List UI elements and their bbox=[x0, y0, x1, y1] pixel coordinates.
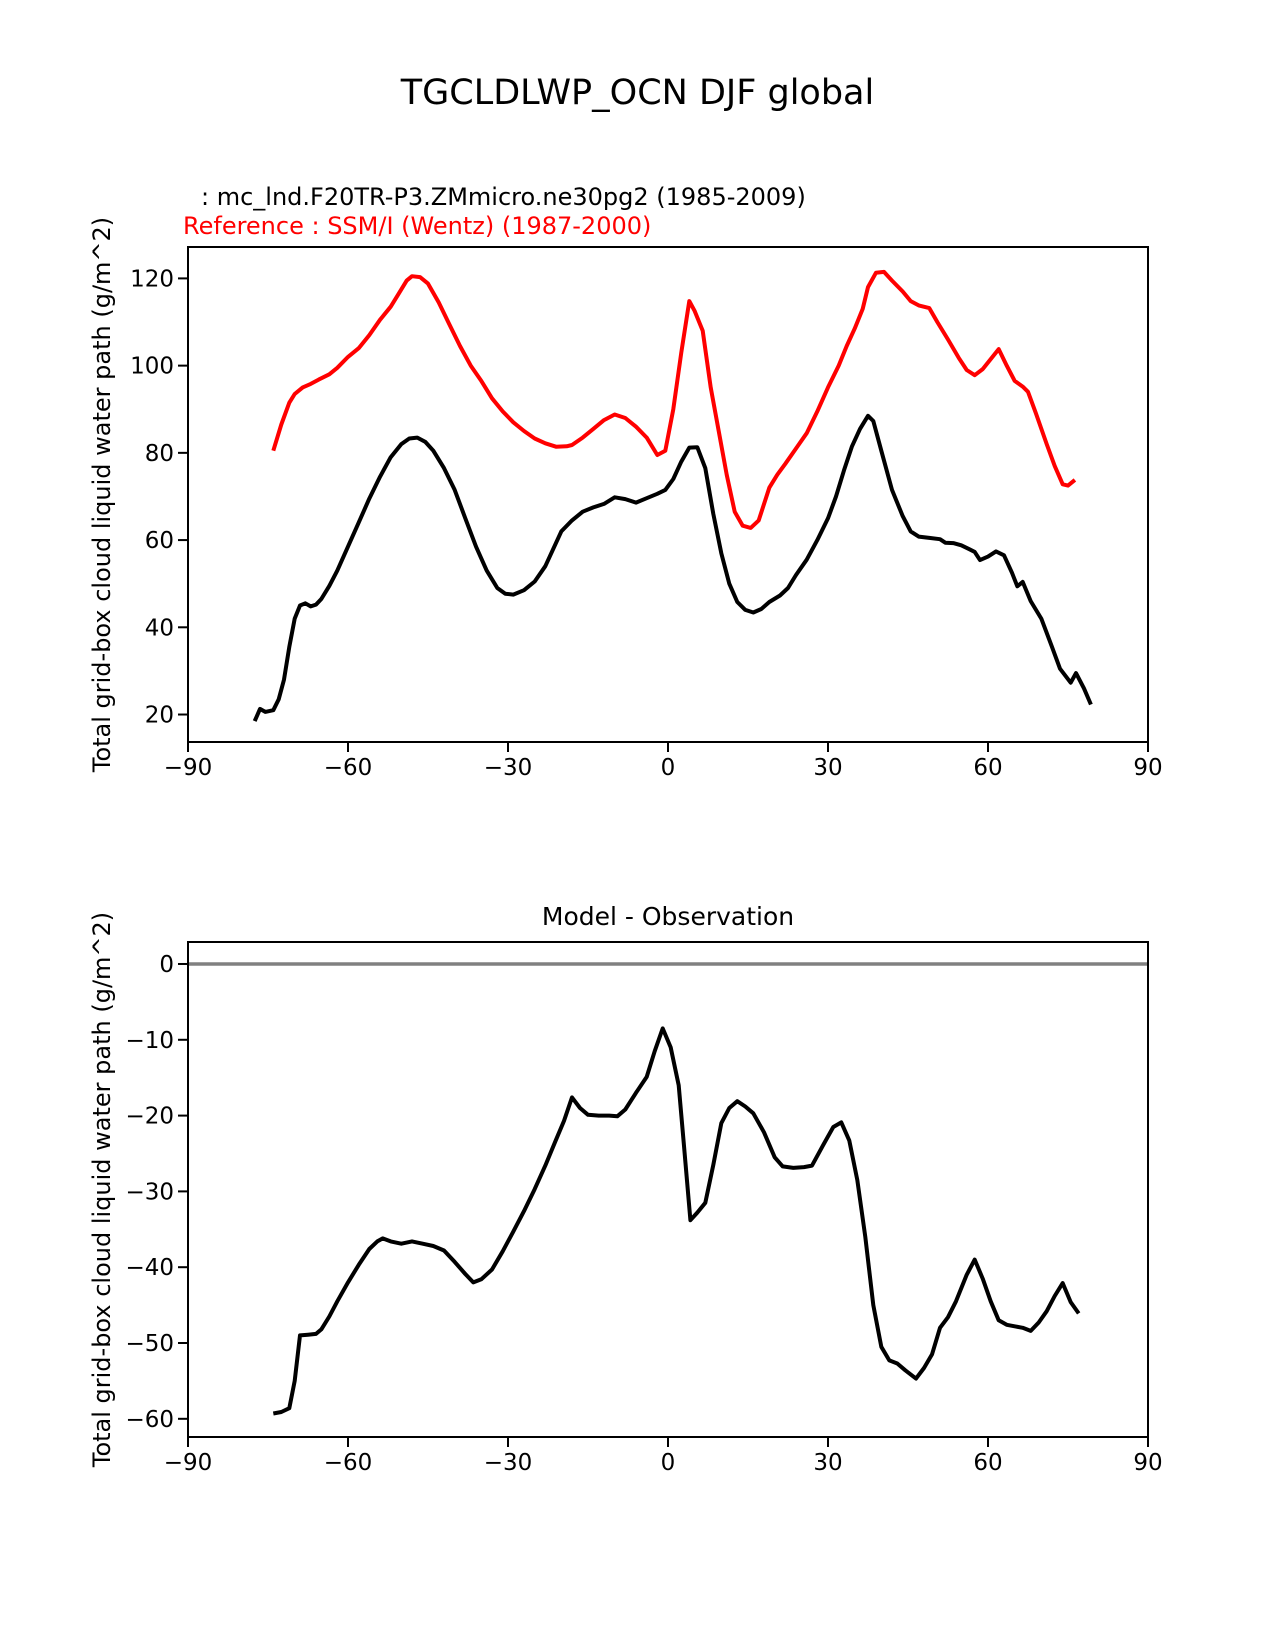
x-tick-label: −60 bbox=[323, 755, 373, 781]
x-tick-label: 30 bbox=[813, 755, 843, 781]
bottom-axes bbox=[125, 942, 1162, 1476]
axes-frame bbox=[188, 247, 1148, 742]
x-tick-label: 0 bbox=[660, 755, 676, 781]
bottom-chart-ylabel: Total grid-box cloud liquid water path (g/m^2) bbox=[88, 911, 116, 1468]
figure-title: TGCLDLWP_OCN DJF global bbox=[400, 73, 875, 113]
x-tick-label: 60 bbox=[973, 1450, 1003, 1476]
axes-frame bbox=[188, 942, 1148, 1437]
top-chart-ylabel: Total grid-box cloud liquid water path (g/m^2) bbox=[88, 216, 116, 773]
y-tick-label: −50 bbox=[125, 1331, 174, 1358]
y-tick-label: 20 bbox=[144, 702, 174, 729]
legend-reference-label: Reference : SSM/I (Wentz) (1987-2000) bbox=[183, 212, 652, 240]
y-tick-label: 100 bbox=[130, 353, 174, 380]
y-tick-label: −20 bbox=[125, 1103, 174, 1130]
y-tick-label: 60 bbox=[144, 528, 174, 555]
x-tick-label: 30 bbox=[813, 1450, 843, 1476]
y-tick-label: −60 bbox=[125, 1406, 174, 1433]
diff-chart-title: Model - Observation bbox=[541, 902, 795, 931]
x-tick-label: −90 bbox=[163, 755, 213, 781]
series-model-line bbox=[255, 416, 1091, 721]
x-tick-label: −30 bbox=[483, 755, 533, 781]
y-tick-label: −10 bbox=[125, 1027, 174, 1054]
y-tick-label: 120 bbox=[130, 266, 174, 293]
series-difference-line bbox=[273, 1028, 1078, 1413]
y-tick-label: 0 bbox=[159, 951, 174, 978]
x-tick-label: −90 bbox=[163, 1450, 213, 1476]
x-tick-label: 60 bbox=[973, 755, 1003, 781]
series-reference-line bbox=[273, 272, 1075, 528]
x-tick-label: 90 bbox=[1133, 755, 1163, 781]
y-tick-label: −30 bbox=[125, 1179, 174, 1206]
x-tick-label: 90 bbox=[1133, 1450, 1163, 1476]
x-tick-label: −60 bbox=[323, 1450, 373, 1476]
x-tick-label: −30 bbox=[483, 1450, 533, 1476]
legend-model-label: : mc_lnd.F20TR-P3.ZMmicro.ne30pg2 (1985-2009) bbox=[201, 183, 806, 211]
y-tick-label: −40 bbox=[125, 1255, 174, 1282]
top-axes bbox=[130, 247, 1163, 781]
y-tick-label: 80 bbox=[144, 440, 174, 467]
y-tick-label: 40 bbox=[144, 615, 174, 642]
x-tick-label: 0 bbox=[660, 1450, 676, 1476]
